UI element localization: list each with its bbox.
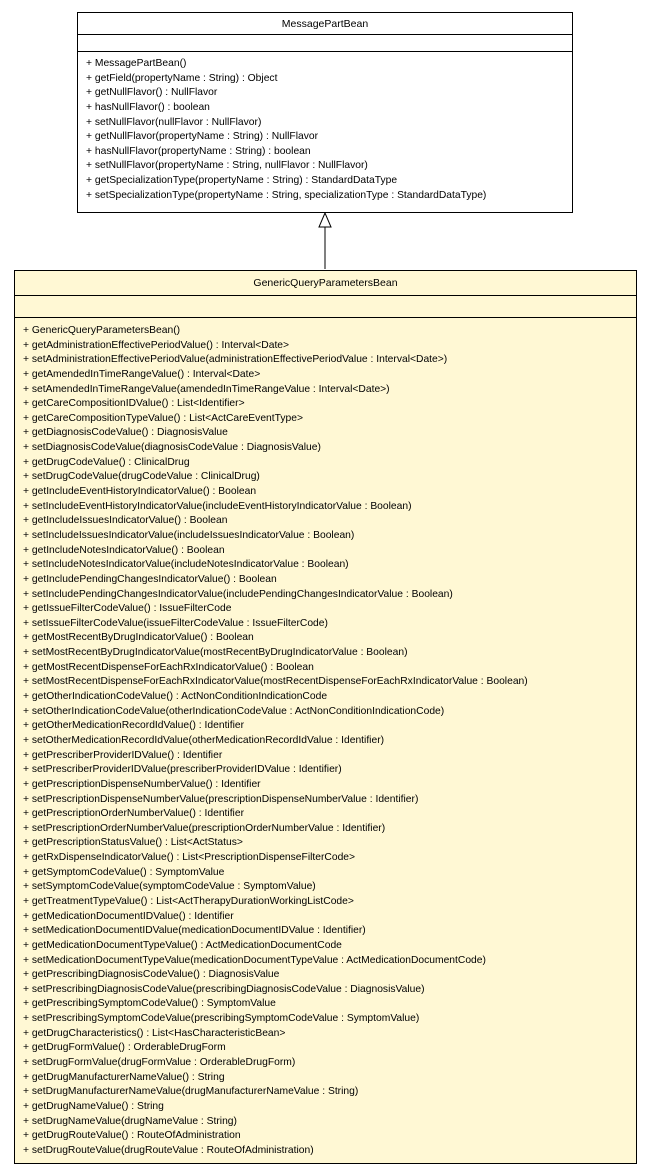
operation-item: + getCareCompositionIDValue() : List<Identifier> bbox=[23, 398, 245, 410]
operation-item: + setIncludeEventHistoryIndicatorValue(includeEventHistoryIndicatorValue : Boolean) bbox=[23, 500, 412, 512]
operation-item: + getMedicationDocumentTypeValue() : ActMedicationDocumentCode bbox=[23, 939, 342, 951]
operation-item: + getAmendedInTimeRangeValue() : Interval<Date> bbox=[23, 368, 261, 380]
operation-item: + setPrescriberProviderIDValue(prescriberProviderIDValue : Identifier) bbox=[23, 764, 342, 776]
operation-item: + setDrugNameValue(drugNameValue : String) bbox=[23, 1115, 237, 1127]
operation-item: + setNullFlavor(propertyName : String, nullFlavor : NullFlavor) bbox=[86, 160, 368, 172]
operation-item: + getNullFlavor(propertyName : String) : NullFlavor bbox=[86, 131, 319, 143]
operation-item: + getPrescribingDiagnosisCodeValue() : DiagnosisValue bbox=[23, 969, 280, 981]
operation-item: + getPrescriptionDispenseNumberValue() : Identifier bbox=[23, 778, 261, 790]
operation-item: + getDrugRouteValue() : RouteOfAdministration bbox=[23, 1130, 241, 1142]
operation-item: + getDrugNameValue() : String bbox=[23, 1100, 164, 1112]
operation-item: + getOtherMedicationRecordIdValue() : Identifier bbox=[23, 720, 245, 732]
class-box-messagepartbean[interactable] bbox=[77, 12, 573, 213]
operation-item: + setPrescribingDiagnosisCodeValue(prescribingDiagnosisCodeValue : DiagnosisValue) bbox=[23, 983, 425, 995]
operation-item: + setDiagnosisCodeValue(diagnosisCodeValue : DiagnosisValue) bbox=[23, 442, 321, 454]
class-name: GenericQueryParametersBean bbox=[15, 271, 636, 296]
operation-item: + getMostRecentDispenseForEachRxIndicatorValue() : Boolean bbox=[23, 661, 314, 673]
operations-compartment bbox=[15, 318, 636, 1159]
operation-item: + getDrugFormValue() : OrderableDrugForm bbox=[23, 1042, 226, 1054]
inheritance-arrowhead bbox=[319, 213, 331, 227]
operation-item: + GenericQueryParametersBean() bbox=[23, 325, 181, 336]
operation-item: + getIncludeIssuesIndicatorValue() : Boolean bbox=[23, 515, 228, 527]
operation-item: + setIssueFilterCodeValue(issueFilterCodeValue : IssueFilterCode) bbox=[23, 617, 328, 629]
operation-item: + hasNullFlavor(propertyName : String) : boolean bbox=[86, 145, 311, 157]
operation-item: + getDrugCodeValue() : ClinicalDrug bbox=[23, 456, 190, 468]
operation-item: + getMedicationDocumentIDValue() : Identifier bbox=[23, 910, 234, 922]
operation-item: + setIncludeIssuesIndicatorValue(includeIssuesIndicatorValue : Boolean) bbox=[23, 529, 355, 541]
operation-item: + getTreatmentTypeValue() : List<ActTherapyDurationWorkingListCode> bbox=[23, 895, 354, 907]
operation-item: + getPrescriptionOrderNumberValue() : Identifier bbox=[23, 808, 245, 820]
operation-item: + getIssueFilterCodeValue() : IssueFilterCode bbox=[23, 603, 232, 615]
operation-item: + setDrugRouteValue(drugRouteValue : RouteOfAdministration) bbox=[23, 1144, 314, 1156]
class-box-genericqueryparametersbean[interactable] bbox=[14, 270, 637, 1164]
operation-item: + getField(propertyName : String) : Object bbox=[86, 72, 278, 84]
operation-item: + setPrescriptionDispenseNumberValue(prescriptionDispenseNumberValue : Identifier) bbox=[23, 793, 419, 805]
operation-item: + setDrugCodeValue(drugCodeValue : ClinicalDrug) bbox=[23, 471, 260, 483]
operation-item: + setPrescribingSymptomCodeValue(prescribingSymptomCodeValue : SymptomValue) bbox=[23, 1013, 420, 1025]
operation-item: + setDrugFormValue(drugFormValue : OrderableDrugForm) bbox=[23, 1057, 296, 1069]
operation-item: + MessagePartBean() bbox=[86, 58, 187, 69]
operation-item: + getRxDispenseIndicatorValue() : List<PrescriptionDispenseFilterCode> bbox=[23, 852, 356, 864]
operation-item: + getCareCompositionTypeValue() : List<ActCareEventType> bbox=[23, 412, 303, 424]
operation-item: + getPrescriptionStatusValue() : List<ActStatus> bbox=[23, 837, 243, 849]
operation-item: + getNullFlavor() : NullFlavor bbox=[86, 87, 218, 99]
operation-item: + getDrugManufacturerNameValue() : String bbox=[23, 1071, 225, 1083]
operation-item: + getDrugCharacteristics() : List<HasCharacteristicBean> bbox=[23, 1027, 286, 1039]
operation-item: + getSymptomCodeValue() : SymptomValue bbox=[23, 866, 225, 878]
operation-item: + getPrescribingSymptomCodeValue() : SymptomValue bbox=[23, 998, 276, 1010]
operation-item: + getAdministrationEffectivePeriodValue() : Interval<Date> bbox=[23, 339, 290, 351]
operation-item: + setAmendedInTimeRangeValue(amendedInTimeRangeValue : Interval<Date>) bbox=[23, 383, 390, 395]
attributes-compartment bbox=[78, 35, 572, 52]
attributes-compartment bbox=[15, 296, 636, 318]
operation-item: + setAdministrationEffectivePeriodValue(administrationEffectivePeriodValue : Interval<Date>) bbox=[23, 354, 448, 366]
operation-item: + setOtherMedicationRecordIdValue(otherMedicationRecordIdValue : Identifier) bbox=[23, 734, 385, 746]
operation-item: + getIncludePendingChangesIndicatorValue() : Boolean bbox=[23, 573, 277, 585]
operation-item: + getDiagnosisCodeValue() : DiagnosisValue bbox=[23, 427, 228, 439]
operation-item: + setSpecializationType(propertyName : String, specializationType : StandardDataType) bbox=[86, 189, 487, 201]
operation-item: + setIncludePendingChangesIndicatorValue(includePendingChangesIndicatorValue : Boolean) bbox=[23, 588, 453, 600]
operations-compartment bbox=[78, 52, 572, 203]
operation-item: + setMedicationDocumentTypeValue(medicationDocumentTypeValue : ActMedicationDocumentCode) bbox=[23, 954, 486, 966]
operation-item: + setMedicationDocumentIDValue(medicationDocumentIDValue : Identifier) bbox=[23, 925, 366, 937]
operation-item: + setSymptomCodeValue(symptomCodeValue : SymptomValue) bbox=[23, 881, 316, 893]
operation-item: + setMostRecentDispenseForEachRxIndicatorValue(mostRecentDispenseForEachRxIndicatorValue : Boolean) bbox=[23, 676, 528, 688]
operation-item: + getIncludeNotesIndicatorValue() : Boolean bbox=[23, 544, 225, 556]
operation-item: + hasNullFlavor() : boolean bbox=[86, 101, 210, 113]
operation-item: + getOtherIndicationCodeValue() : ActNonConditionIndicationCode bbox=[23, 691, 328, 703]
operation-item: + setMostRecentByDrugIndicatorValue(mostRecentByDrugIndicatorValue : Boolean) bbox=[23, 647, 408, 659]
operation-item: + getIncludeEventHistoryIndicatorValue() : Boolean bbox=[23, 486, 257, 498]
operation-item: + getMostRecentByDrugIndicatorValue() : Boolean bbox=[23, 632, 254, 644]
operation-item: + setNullFlavor(nullFlavor : NullFlavor) bbox=[86, 116, 262, 128]
operation-item: + getSpecializationType(propertyName : String) : StandardDataType bbox=[86, 175, 398, 187]
operation-item: + setDrugManufacturerNameValue(drugManufacturerNameValue : String) bbox=[23, 1086, 359, 1098]
operation-item: + setOtherIndicationCodeValue(otherIndicationCodeValue : ActNonConditionIndicationCode) bbox=[23, 705, 445, 717]
operation-item: + setPrescriptionOrderNumberValue(prescriptionOrderNumberValue : Identifier) bbox=[23, 822, 386, 834]
operation-item: + getPrescriberProviderIDValue() : Identifier bbox=[23, 749, 223, 761]
operation-item: + setIncludeNotesIndicatorValue(includeNotesIndicatorValue : Boolean) bbox=[23, 559, 349, 571]
class-name: MessagePartBean bbox=[78, 13, 572, 35]
